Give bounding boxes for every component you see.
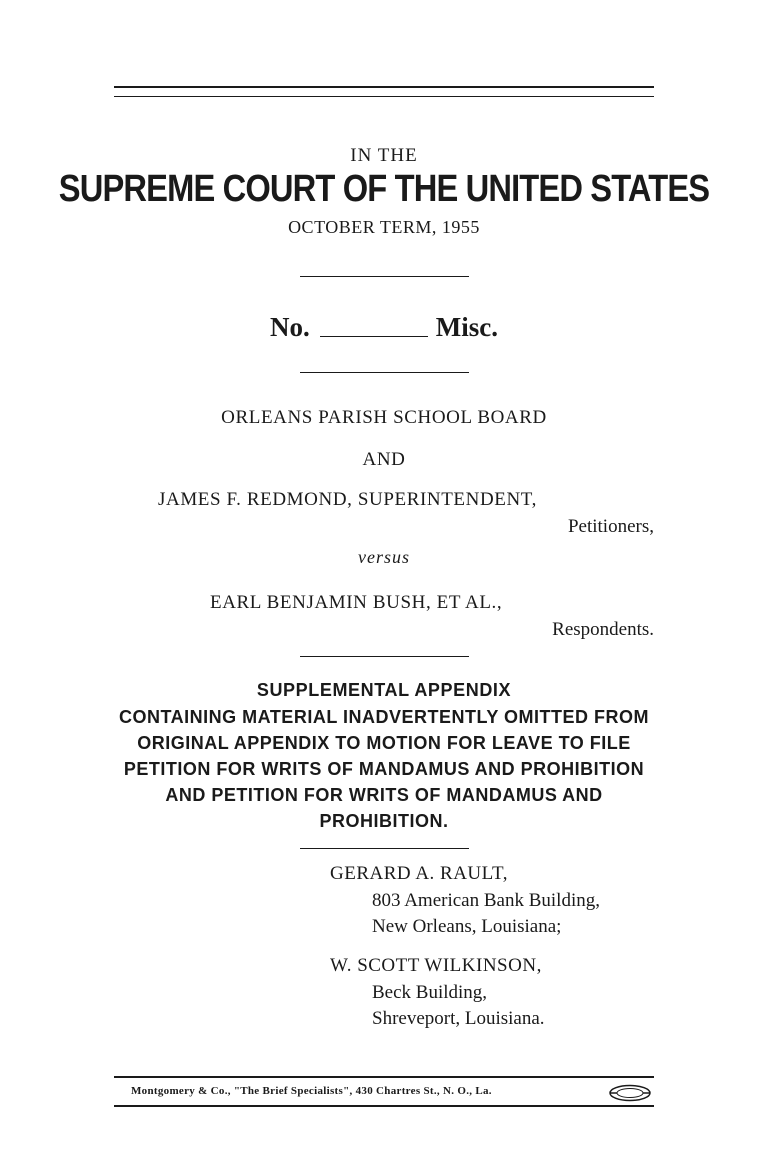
counsel-name: GERARD A. RAULT, <box>330 863 508 884</box>
petitioner-superintendent: JAMES F. REDMOND, SUPERINTENDENT, <box>158 489 537 510</box>
docket-no-label: No. <box>270 312 310 342</box>
union-label-icon <box>608 1084 652 1102</box>
court-term: OCTOBER TERM, 1955 <box>288 217 480 237</box>
counsel-address-line: 803 American Bank Building, <box>372 890 600 911</box>
divider-rule <box>300 656 469 657</box>
divider-rule <box>300 276 469 277</box>
bottom-rule-bottom <box>114 1105 654 1107</box>
printer-imprint: Montgomery & Co., "The Brief Specialists", 430 Chartres St., N. O., La. <box>131 1085 492 1097</box>
docket-number-blank <box>320 336 428 337</box>
in-the-heading: IN THE <box>350 145 418 166</box>
counsel-address-line: Beck Building, <box>372 982 488 1003</box>
counsel-name: W. SCOTT WILKINSON, <box>330 955 542 976</box>
counsel-address-line: New Orleans, Louisiana; <box>372 916 562 937</box>
respondents-role: Respondents. <box>552 619 654 640</box>
docket-misc-label: Misc. <box>435 312 498 342</box>
supplemental-appendix-title: SUPPLEMENTAL APPENDIX <box>256 680 512 700</box>
respondent-name: EARL BENJAMIN BUSH, ET AL., <box>210 592 503 613</box>
counsel-address-line: Shreveport, Louisiana. <box>372 1008 545 1029</box>
top-rule-thin <box>114 96 654 97</box>
petitioner-school-board: ORLEANS PARISH SCHOOL BOARD <box>221 407 547 428</box>
supplemental-appendix-description: CONTAINING MATERIAL INADVERTENTLY OMITTED FROM ORIGINAL APPENDIX TO MOTION FOR LEAVE TO FILE PETITION FOR WRITS OF MANDAMUS AND PROHIBITION AND PETITION FOR WRITS OF MANDAMUS AND PROHIBITION. <box>119 707 649 831</box>
divider-rule <box>300 372 469 373</box>
top-rule-thick <box>114 86 654 88</box>
petitioners-role: Petitioners, <box>567 516 654 537</box>
divider-rule <box>300 848 469 849</box>
court-name: SUPREME COURT OF THE UNITED STATES <box>58 168 710 210</box>
versus-label: versus <box>358 547 410 567</box>
docket-number <box>0 312 768 343</box>
bottom-rule-top <box>114 1076 654 1078</box>
party-conjunction: AND <box>362 449 406 470</box>
